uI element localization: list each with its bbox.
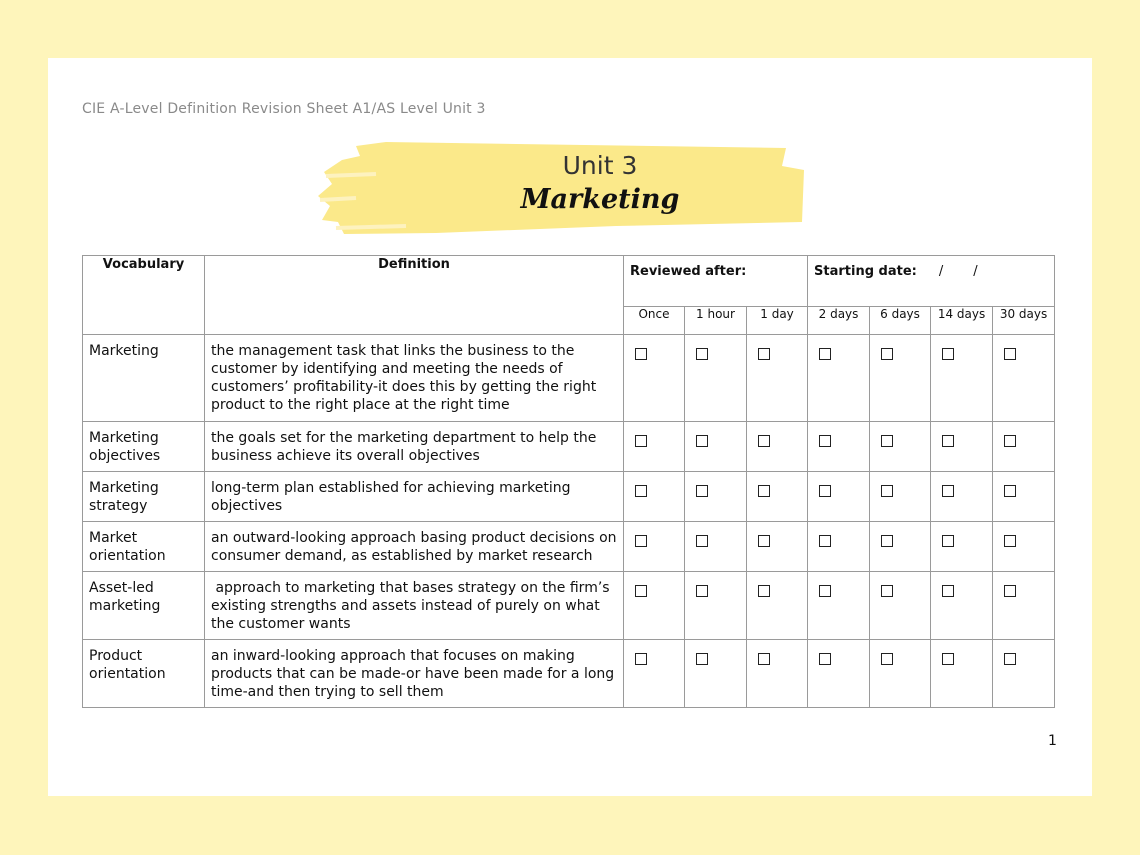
- review-checkbox[interactable]: [696, 348, 708, 360]
- vocabulary-term: Asset-led marketing: [83, 572, 205, 640]
- review-checkbox[interactable]: [942, 653, 954, 665]
- review-checkbox[interactable]: [635, 653, 647, 665]
- review-checkbox[interactable]: [1004, 535, 1016, 547]
- review-checkbox[interactable]: [942, 535, 954, 547]
- reviewed-after-label: Reviewed after:: [630, 264, 747, 279]
- review-checkbox[interactable]: [1004, 348, 1016, 360]
- review-checkbox[interactable]: [881, 348, 893, 360]
- review-checkbox-cell: [931, 472, 993, 522]
- review-checkbox-cell: [747, 335, 808, 422]
- page-number: 1: [1048, 733, 1057, 749]
- definition-text: long-term plan established for achieving marketing objectives: [205, 472, 624, 522]
- review-checkbox-cell: [747, 572, 808, 640]
- definition-text: the management task that links the business to the customer by identifying and meeting the needs of customers’ profitability-it does this by getting the right product to the right place at the right time: [205, 335, 624, 422]
- review-checkbox[interactable]: [1004, 435, 1016, 447]
- review-checkbox-cell: [685, 472, 747, 522]
- review-checkbox-cell: [624, 640, 685, 708]
- review-checkbox-cell: [685, 572, 747, 640]
- interval-header: 14 days: [931, 307, 993, 335]
- review-checkbox[interactable]: [696, 535, 708, 547]
- interval-header: 6 days: [870, 307, 931, 335]
- definition-text: an inward-looking approach that focuses on making products that can be made-or have been made for a long time-and then trying to sell them: [205, 640, 624, 708]
- review-checkbox[interactable]: [758, 535, 770, 547]
- vocabulary-term: Marketing objectives: [83, 422, 205, 472]
- review-checkbox-cell: [808, 572, 870, 640]
- review-checkbox-cell: [808, 522, 870, 572]
- table-row: [83, 335, 1055, 422]
- review-checkbox-cell: [931, 522, 993, 572]
- review-checkbox-cell: [870, 335, 931, 422]
- review-checkbox-cell: [931, 335, 993, 422]
- review-checkbox[interactable]: [942, 485, 954, 497]
- interval-header: 1 hour: [685, 307, 747, 335]
- review-checkbox[interactable]: [881, 485, 893, 497]
- review-checkbox[interactable]: [696, 653, 708, 665]
- review-checkbox-cell: [685, 335, 747, 422]
- review-checkbox[interactable]: [635, 348, 647, 360]
- vocabulary-term: Marketing strategy: [83, 472, 205, 522]
- review-checkbox-cell: [808, 472, 870, 522]
- review-checkbox[interactable]: [819, 485, 831, 497]
- review-checkbox-cell: [747, 522, 808, 572]
- vocabulary-rows: [83, 335, 1055, 708]
- review-checkbox[interactable]: [635, 485, 647, 497]
- review-checkbox-cell: [870, 640, 931, 708]
- review-checkbox-cell: [808, 335, 870, 422]
- starting-date-label: Starting date:: [814, 264, 917, 279]
- review-checkbox-cell: [931, 640, 993, 708]
- vocabulary-table: [82, 255, 1055, 708]
- review-checkbox[interactable]: [758, 435, 770, 447]
- date-separator: /: [973, 264, 978, 279]
- table-row: [83, 640, 1055, 708]
- review-checkbox-cell: [931, 422, 993, 472]
- review-checkbox-cell: [870, 472, 931, 522]
- review-checkbox[interactable]: [881, 435, 893, 447]
- review-checkbox-cell: [685, 422, 747, 472]
- review-checkbox-cell: [808, 640, 870, 708]
- review-checkbox-cell: [870, 422, 931, 472]
- review-checkbox[interactable]: [758, 485, 770, 497]
- date-separator: /: [938, 264, 944, 279]
- review-checkbox-cell: [624, 522, 685, 572]
- starting-date-header: [808, 256, 1055, 307]
- table-row: [83, 472, 1055, 522]
- review-checkbox[interactable]: [881, 585, 893, 597]
- review-checkbox[interactable]: [635, 585, 647, 597]
- vocabulary-term: Market orientation: [83, 522, 205, 572]
- review-checkbox-cell: [993, 640, 1055, 708]
- revision-sheet-page: [48, 58, 1092, 796]
- definition-text: the goals set for the marketing department to help the business achieve its overall objectives: [205, 422, 624, 472]
- review-checkbox[interactable]: [819, 585, 831, 597]
- review-checkbox-cell: [808, 422, 870, 472]
- review-checkbox-cell: [747, 640, 808, 708]
- interval-header: 30 days: [993, 307, 1055, 335]
- definition-column-header: Definition: [205, 256, 624, 335]
- vocabulary-column-header: Vocabulary: [83, 256, 205, 335]
- definition-text: approach to marketing that bases strategy on the firm’s existing strengths and assets instead of purely on what the customer wants: [205, 572, 624, 640]
- topic-title: Marketing: [520, 184, 680, 215]
- review-checkbox[interactable]: [1004, 485, 1016, 497]
- review-checkbox-cell: [624, 572, 685, 640]
- review-checkbox-cell: [624, 335, 685, 422]
- review-checkbox-cell: [993, 335, 1055, 422]
- interval-header: 2 days: [808, 307, 870, 335]
- review-checkbox[interactable]: [942, 348, 954, 360]
- review-checkbox[interactable]: [819, 535, 831, 547]
- document-header: CIE A-Level Definition Revision Sheet A1/AS Level Unit 3: [82, 101, 486, 117]
- review-checkbox[interactable]: [942, 435, 954, 447]
- review-checkbox[interactable]: [696, 435, 708, 447]
- interval-header: Once: [624, 307, 685, 335]
- review-checkbox-cell: [685, 640, 747, 708]
- review-checkbox[interactable]: [758, 585, 770, 597]
- table-row: [83, 422, 1055, 472]
- review-checkbox-cell: [747, 472, 808, 522]
- review-checkbox[interactable]: [819, 435, 831, 447]
- review-checkbox[interactable]: [881, 535, 893, 547]
- review-checkbox-cell: [993, 572, 1055, 640]
- review-checkbox[interactable]: [942, 585, 954, 597]
- review-checkbox[interactable]: [758, 653, 770, 665]
- review-checkbox[interactable]: [1004, 653, 1016, 665]
- review-checkbox-cell: [993, 472, 1055, 522]
- interval-header: 1 day: [747, 307, 808, 335]
- review-checkbox[interactable]: [696, 485, 708, 497]
- review-checkbox-cell: [931, 572, 993, 640]
- review-checkbox[interactable]: [696, 585, 708, 597]
- review-checkbox-cell: [747, 422, 808, 472]
- definition-text: an outward-looking approach basing product decisions on consumer demand, as established by market research: [205, 522, 624, 572]
- review-checkbox-cell: [624, 422, 685, 472]
- vocabulary-term: Marketing: [83, 335, 205, 422]
- review-checkbox[interactable]: [881, 653, 893, 665]
- review-checkbox[interactable]: [1004, 585, 1016, 597]
- review-checkbox[interactable]: [635, 435, 647, 447]
- table-row: [83, 572, 1055, 640]
- reviewed-after-header: [624, 256, 808, 307]
- table-row: [83, 522, 1055, 572]
- review-checkbox[interactable]: [819, 653, 831, 665]
- review-checkbox-cell: [993, 422, 1055, 472]
- review-checkbox-cell: [870, 572, 931, 640]
- review-checkbox[interactable]: [758, 348, 770, 360]
- review-checkbox-cell: [870, 522, 931, 572]
- unit-label: Unit 3: [562, 151, 638, 180]
- review-checkbox[interactable]: [635, 535, 647, 547]
- review-checkbox-cell: [685, 522, 747, 572]
- review-checkbox-cell: [624, 472, 685, 522]
- vocabulary-term: Product orientation: [83, 640, 205, 708]
- review-checkbox[interactable]: [819, 348, 831, 360]
- review-checkbox-cell: [993, 522, 1055, 572]
